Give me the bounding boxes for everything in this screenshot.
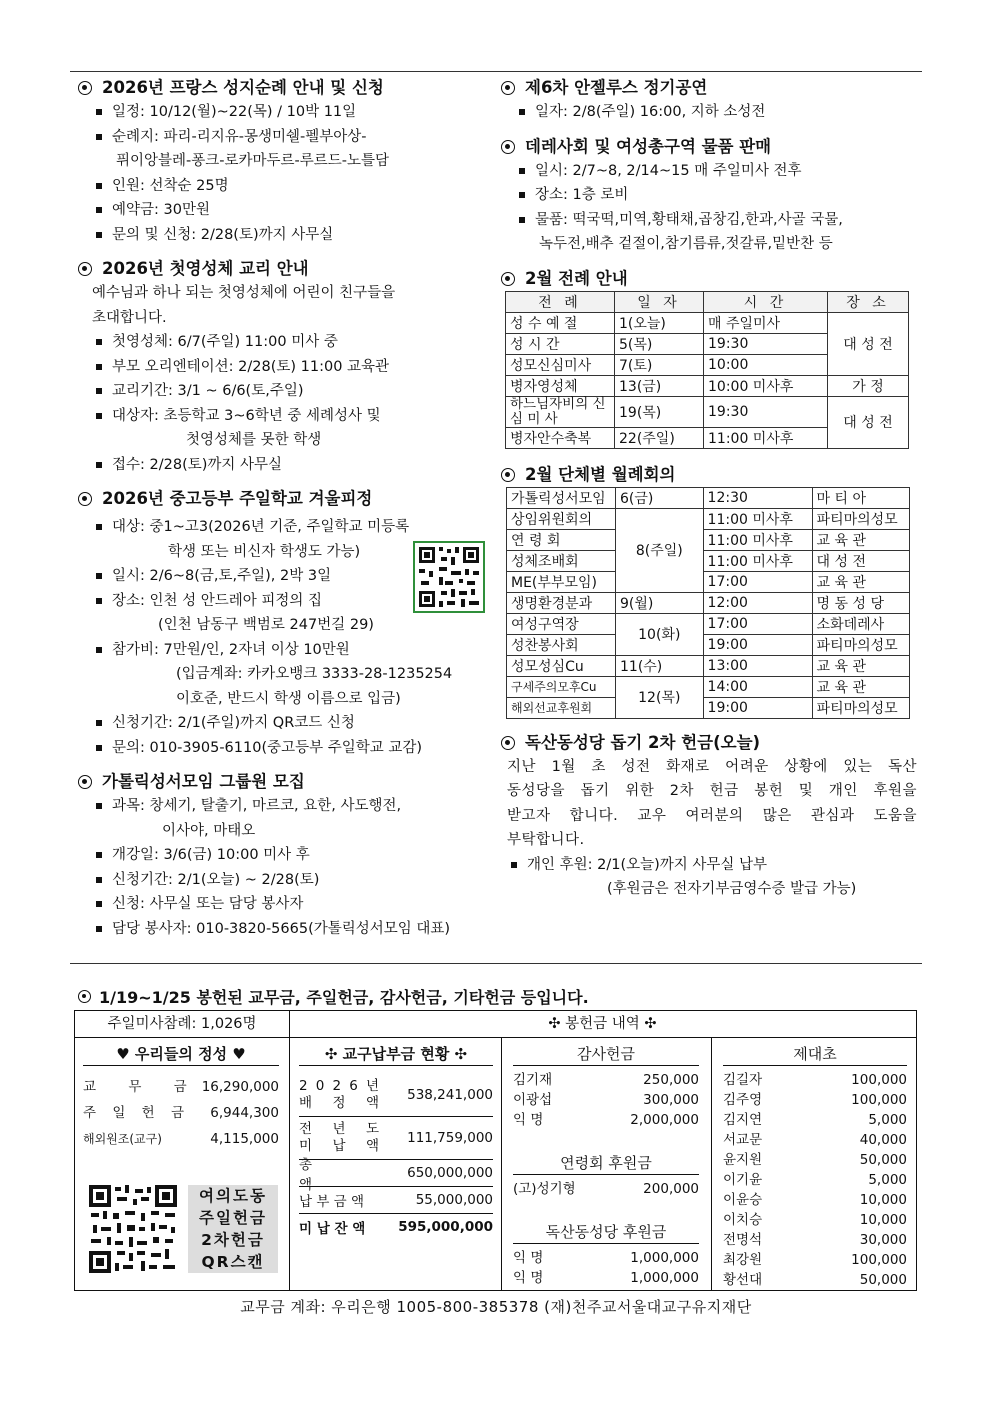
column-header: 장 소	[828, 291, 909, 312]
list-item: 익 명 2,000,000	[513, 1112, 699, 1128]
list-item: 일자: 2/8(주일) 16:00, 지하 소성전	[519, 100, 917, 125]
list-item: 문의 및 신청: 2/28(토)까지 사무실	[96, 223, 494, 248]
bullet-icon	[501, 140, 515, 154]
table-row: 상임위원회의 8(주일) 11:00 미사후 파티마의성모	[507, 508, 910, 529]
list-item: 전 년 도 미 납 액 111,759,000	[299, 1117, 493, 1160]
list-item: 개강일: 3/6(금) 10:00 미사 후	[96, 843, 494, 868]
doksan-section	[497, 731, 917, 902]
table-row: 가톨릭성서모임 6(금) 12:30 마 티 아	[507, 487, 910, 508]
list-item: 일시: 2/6~8(금,토,주일), 2박 3일	[96, 564, 494, 589]
list-item: 김길자 100,000	[723, 1072, 907, 1088]
meetings-table	[506, 487, 910, 719]
section-title: 제6차 안젤루스 정기공연	[497, 76, 917, 100]
bullet-icon	[78, 990, 91, 1003]
offering-frame	[74, 1010, 917, 1291]
table-row: 성찬봉사회 19:00 파티마의성모	[507, 634, 910, 655]
candle-block	[723, 1043, 907, 1290]
bullet-icon	[501, 736, 515, 750]
list-item: 황선대 50,000	[723, 1272, 907, 1288]
list-item: 익 명 1,000,000	[513, 1250, 699, 1266]
table-row: 성체조배회 11:00 미사후 대 성 전	[507, 550, 910, 571]
diocese-title: ✣ 교구납부금 현황 ✣	[299, 1043, 493, 1066]
list-item: 납 부 금 액 55,000,000	[299, 1187, 493, 1214]
bullet-icon	[78, 81, 92, 95]
table-row: 해외선교후원회 19:00 파티마의성모	[507, 697, 910, 718]
table-row: 성 수 예 절 1(오늘) 매 주일미사 대 성 전	[506, 312, 909, 333]
section-title: 2월 전례 안내	[497, 267, 917, 291]
bullet-icon	[501, 272, 515, 286]
ours-title: ♥ 우리들의 정성 ♥	[83, 1043, 279, 1066]
bible-section	[74, 770, 494, 941]
list-item: 신청기간: 2/1(주일)까지 QR코드 신청	[96, 711, 494, 736]
bullet-icon	[78, 775, 92, 789]
sale-section	[497, 135, 917, 257]
list-item: 장소: 인천 성 안드레아 피정의 집 (인천 남동구 백범로 247번길 29)	[96, 589, 494, 638]
ours-block	[83, 1043, 279, 1152]
candle-title: 제대초	[723, 1043, 907, 1066]
list-item: 과목: 창세기, 탈출기, 마르코, 요한, 사도행전, 이사야, 마태오	[96, 794, 494, 843]
list-item: 일시: 2/7~8, 2/14~15 매 주일미사 전후	[519, 159, 917, 184]
bottom-rule	[70, 963, 922, 964]
list-item: 미 납 잔 액 595,000,000	[299, 1219, 493, 1237]
camp-qr-code[interactable]	[413, 541, 485, 613]
list-item: 전명석 30,000	[723, 1232, 907, 1248]
left-column	[74, 76, 494, 951]
right-column	[497, 76, 917, 912]
list-item: 인원: 선착순 25명	[96, 174, 494, 199]
list-item: 김기재 250,000	[513, 1072, 699, 1088]
column-header: 시 간	[704, 291, 828, 312]
pilgrimage-section	[74, 76, 494, 247]
list-item: 물품: 떡국떡,미역,황태채,곱창김,한과,사골 국물, 녹두전,배추 겉절이,참기름류,젓갈류,밑반찬 등	[519, 208, 917, 257]
body-text: 부탁합니다.	[507, 832, 585, 848]
list-item: 김지연 5,000	[723, 1112, 907, 1128]
list-item: 교 무 금 16,290,000	[83, 1079, 279, 1095]
list-item: 이기윤 5,000	[723, 1172, 907, 1188]
table-row: 성 시 간 5(목) 19:30	[506, 333, 909, 354]
offering-qr-code[interactable]	[89, 1185, 177, 1273]
section-title: 독산동성당 돕기 2차 헌금(오늘)	[497, 731, 917, 755]
section-title: 가톨릭성서모임 그룹원 모집	[74, 770, 494, 794]
thanks-title: 감사헌금	[513, 1043, 699, 1066]
table-row: 병자영성체 13(금) 10:00 미사후 가 정	[506, 375, 909, 396]
table-row: 병자안수축복 22(주일) 11:00 미사후	[506, 427, 909, 448]
list-item: 대상: 중1~고3(2026년 기준, 주일학교 미등록 학생 또는 비신자 학생도 가능)	[96, 515, 494, 564]
section-title: 2026년 첫영성체 교리 안내	[74, 257, 494, 281]
list-item: 신청기간: 2/1(오늘) ~ 2/28(토)	[96, 868, 494, 893]
list-item: 이치승 10,000	[723, 1212, 907, 1228]
list-item: 주 일 헌 금 6,944,300	[83, 1105, 279, 1121]
yr-title: 연령회 후원금	[513, 1152, 699, 1175]
table-row: 연 령 회 11:00 미사후 교 육 관	[507, 529, 910, 550]
camp-section	[74, 487, 494, 760]
list-item: 부모 오리엔테이션: 2/28(토) 11:00 교육관	[96, 355, 494, 380]
intro-text: 예수님과 하나 되는 첫영성체에 어린이 친구들을	[92, 285, 396, 301]
diocese-block	[299, 1043, 493, 1240]
attendance: 주일미사참례: 1,026명	[107, 1016, 257, 1032]
section-title: 2월 단체별 월례회의	[497, 463, 917, 487]
liturgy-section	[497, 267, 917, 449]
table-row: 성모신심미사 7(토) 10:00	[506, 354, 909, 375]
table-row: 구세주의모후Cu 12(목) 14:00 교 육 관	[507, 676, 910, 697]
bullet-icon	[78, 492, 92, 506]
offering-title: 1/19~1/25 봉헌된 교무금, 주일헌금, 감사헌금, 기타헌금 등입니다.	[78, 985, 589, 1008]
list-item: 담당 봉사자: 010-3820-5665(가톨릭성서모임 대표)	[96, 917, 494, 942]
offering-header: ✣ 봉헌금 내역 ✣	[548, 1016, 657, 1032]
top-rule	[70, 71, 922, 72]
qr-caption: 여의도동 주일헌금 2차헌금 QR스캔	[188, 1185, 278, 1273]
body-text: 받고자 합니다. 교우 여러분의 많은 관심과 도움을	[507, 807, 917, 824]
list-item: 순례지: 파리-리지유-몽생미쉘-펠부아상- 퓌이앙블레-퐁크-로카마두르-루르드-노틀담	[96, 125, 494, 174]
table-row: ME(부부모임) 17:00 교 육 관	[507, 571, 910, 592]
table-row: 여성구역장 10(화) 17:00 소화데레사	[507, 613, 910, 634]
table-row: 하느님자비의 신 심 미 사 19(목) 19:30 대 성 전	[506, 396, 909, 427]
table-row: 생명환경분과 9(월) 12:00 명 동 성 당	[507, 592, 910, 613]
body-text: 동성당을 돕기 위한 2차 헌금 봉헌 및 개인 후원을	[507, 783, 917, 799]
thanks-block	[513, 1043, 699, 1288]
table-row: 성모성심Cu 11(수) 13:00 교 육 관	[507, 655, 910, 676]
liturgy-table	[505, 291, 909, 449]
bullet-icon	[501, 468, 515, 482]
ds-title: 독산동성당 후원금	[513, 1221, 699, 1244]
list-item: 접수: 2/28(토)까지 사무실	[96, 453, 494, 478]
list-item: 이광섭 300,000	[513, 1092, 699, 1108]
list-item: 이윤승 10,000	[723, 1192, 907, 1208]
list-item: 윤지원 50,000	[723, 1152, 907, 1168]
list-item: 개인 후원: 2/1(오늘)까지 사무실 납부 (후원금은 전자기부금영수증 발급 가능)	[511, 853, 917, 902]
body-text: 지난 1월 초 성전 화재로 어려운 상황에 있는 독산	[507, 758, 917, 775]
list-item: 예약금: 30만원	[96, 198, 494, 223]
angelus-section	[497, 76, 917, 125]
list-item: 문의: 010-3905-6110(중고등부 주일학교 교감)	[96, 736, 494, 761]
section-title: 2026년 중고등부 주일학교 겨울피정	[74, 487, 494, 511]
communion-section	[74, 257, 494, 477]
column-header: 전 례	[506, 291, 615, 312]
section-title: 2026년 프랑스 성지순례 안내 및 신청	[74, 76, 494, 100]
bullet-icon	[501, 81, 515, 95]
intro-text: 초대합니다.	[92, 309, 167, 326]
column-header: 일 자	[615, 291, 704, 312]
list-item: 장소: 1층 로비	[519, 183, 917, 208]
list-item: 2 0 2 6 년 배 정 액 538,241,000	[299, 1074, 493, 1117]
list-item: 최강원 100,000	[723, 1252, 907, 1268]
list-item: 첫영성체: 6/7(주일) 11:00 미사 중	[96, 330, 494, 355]
list-item: 신청: 사무실 또는 담당 봉사자	[96, 892, 494, 917]
list-item: 김주영 100,000	[723, 1092, 907, 1108]
list-item: 대상자: 초등학교 3~6학년 중 세례성사 및 첫영성체를 못한 학생	[96, 404, 494, 453]
list-item: 일정: 10/12(월)~22(목) / 10박 11일	[96, 100, 494, 125]
list-item: 익 명 1,000,000	[513, 1270, 699, 1286]
section-title: 데레사회 및 여성총구역 물품 판매	[497, 135, 917, 159]
list-item: (고)성기형 200,000	[513, 1181, 699, 1197]
list-item: 총 액 650,000,000	[299, 1157, 493, 1193]
bullet-icon	[78, 262, 92, 276]
list-item: 해외원조(교구) 4,115,000	[83, 1131, 279, 1147]
meetings-section	[497, 463, 917, 719]
list-item: 참가비: 7만원/인, 2자녀 이상 10만원 (입금계좌: 카카오뱅크 3333-28-1235254 이호준, 반드시 학생 이름으로 입금)	[96, 638, 494, 712]
account-footer: 교무금 계좌: 우리은행 1005-800-385378 (재)천주교서울대교구유지재단	[240, 1298, 752, 1316]
list-item: 서교문 40,000	[723, 1132, 907, 1148]
list-item: 교리기간: 3/1 ~ 6/6(토,주일)	[96, 379, 494, 404]
